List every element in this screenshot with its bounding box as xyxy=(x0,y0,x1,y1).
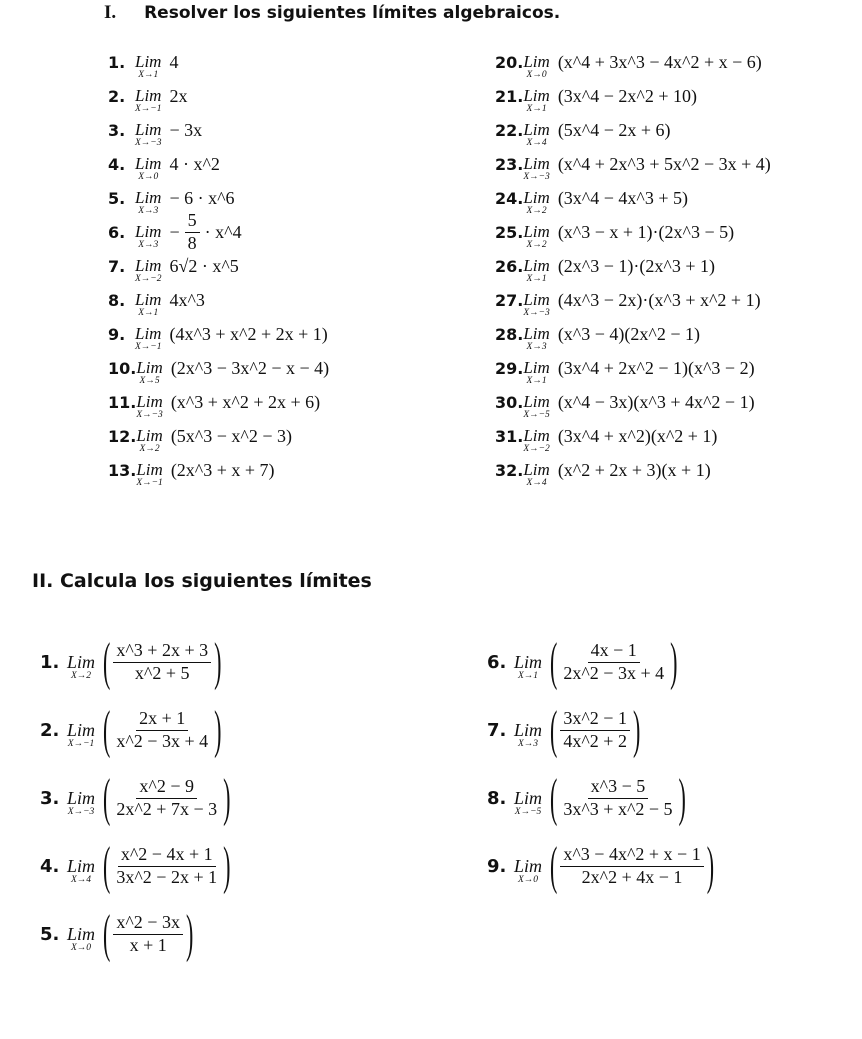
limit-operator xyxy=(523,393,549,421)
limit-expression xyxy=(558,290,761,311)
exercise-number: 28. xyxy=(495,324,524,344)
limit-exercise xyxy=(108,351,329,385)
limit-approach: X→3 xyxy=(517,738,539,749)
limit-word: Lim xyxy=(135,52,162,72)
limit-operator xyxy=(135,87,161,115)
expression-text: (3x^4 + 2x^2 − 1)(x^3 − 2) xyxy=(557,357,755,378)
limit-word: Lim xyxy=(136,426,163,446)
right-paren: ) xyxy=(223,766,231,827)
limit-approach: X→1 xyxy=(526,104,547,115)
limit-exercise xyxy=(495,45,771,79)
exercise-number: 9. xyxy=(108,324,126,344)
limit-expression xyxy=(169,120,202,141)
limit-expression xyxy=(169,290,204,311)
fraction-numerator: x^2 − 9 xyxy=(136,777,197,799)
fraction-denominator: 2x^2 − 3x + 4 xyxy=(563,662,665,683)
expression-prefix: − xyxy=(169,221,180,242)
limit-exercise xyxy=(40,628,230,696)
limit-operator xyxy=(523,257,549,285)
right-paren: ) xyxy=(678,766,686,827)
limit-expression xyxy=(558,86,697,107)
fraction-denominator: 3x^3 + x^2 − 5 xyxy=(563,798,673,819)
limit-operator xyxy=(514,857,542,886)
limit-exercise xyxy=(108,283,329,317)
limit-approach: X→2 xyxy=(70,670,92,681)
limit-approach: X→1 xyxy=(526,376,547,387)
limit-word: Lim xyxy=(523,324,550,344)
limit-exercise xyxy=(108,453,329,487)
exercise-number: 3. xyxy=(40,787,60,809)
limit-expression xyxy=(558,222,734,243)
section-2-left-column xyxy=(40,628,230,968)
limit-word: Lim xyxy=(514,787,543,808)
limit-exercise xyxy=(108,79,329,113)
limit-exercise xyxy=(495,79,771,113)
expression-text: (3x^4 − 2x^2 + 10) xyxy=(557,85,697,106)
limit-exercise xyxy=(108,209,329,253)
limit-word: Lim xyxy=(67,651,96,672)
limit-expression xyxy=(550,630,678,691)
limit-expression xyxy=(558,426,718,447)
expression-text: 4 xyxy=(169,51,179,72)
limit-word: Lim xyxy=(136,358,163,378)
limit-approach: X→2 xyxy=(526,240,547,251)
limit-expression xyxy=(558,256,715,277)
exercise-number: 3. xyxy=(108,120,126,140)
limit-operator xyxy=(514,721,542,750)
exercise-number: 8. xyxy=(108,290,126,310)
left-paren: ( xyxy=(550,630,558,691)
fraction-numerator: 3x^2 − 1 xyxy=(560,709,630,731)
limit-expression xyxy=(550,698,641,759)
limit-word: Lim xyxy=(523,358,550,378)
left-paren: ( xyxy=(103,766,111,827)
fraction xyxy=(113,641,211,684)
limit-approach: X→0 xyxy=(526,70,547,81)
limit-operator xyxy=(523,155,549,183)
fraction-numerator: x^3 − 5 xyxy=(588,777,649,799)
expression-text: (2x^3 + x + 7) xyxy=(170,459,275,480)
limit-exercise xyxy=(40,900,230,968)
limit-expression xyxy=(169,324,327,345)
limit-exercise xyxy=(495,317,771,351)
limit-exercise xyxy=(40,764,230,832)
expression-text: (3x^4 − 4x^3 + 5) xyxy=(557,187,688,208)
limit-operator xyxy=(523,359,549,387)
right-paren: ) xyxy=(214,630,222,691)
limit-word: Lim xyxy=(136,460,163,480)
limit-approach: X→2 xyxy=(139,444,160,455)
limit-word: Lim xyxy=(514,719,543,740)
right-paren: ) xyxy=(223,834,231,895)
exercise-number: 20. xyxy=(495,52,524,72)
exercise-number: 7. xyxy=(487,719,507,741)
expression-text: (x^2 + 2x + 3)(x + 1) xyxy=(557,459,711,480)
limit-expression xyxy=(558,460,711,481)
limit-exercise xyxy=(495,147,771,181)
limit-word: Lim xyxy=(523,222,550,242)
limit-word: Lim xyxy=(135,188,162,208)
limit-operator xyxy=(135,53,161,81)
limit-exercise xyxy=(495,215,771,249)
exercise-number: 13. xyxy=(108,460,137,480)
limit-approach: X→3 xyxy=(138,240,159,251)
left-paren: ( xyxy=(550,698,558,759)
limit-approach: X→3 xyxy=(526,342,547,353)
limit-expression xyxy=(558,52,762,73)
limit-word: Lim xyxy=(523,188,550,208)
limit-exercise xyxy=(108,249,329,283)
exercise-number: 12. xyxy=(108,426,137,446)
limit-word: Lim xyxy=(523,426,550,446)
limit-exercise xyxy=(40,696,230,764)
limit-word: Lim xyxy=(523,256,550,276)
limit-expression xyxy=(558,324,700,345)
fraction-denominator: x + 1 xyxy=(129,934,167,955)
exercise-number: 11. xyxy=(108,392,137,412)
limit-word: Lim xyxy=(136,392,163,412)
limit-approach: X→−1 xyxy=(67,738,95,749)
limit-approach: X→0 xyxy=(517,874,539,885)
limit-expression xyxy=(103,902,194,963)
exercise-number: 6. xyxy=(108,222,126,242)
limit-exercise xyxy=(495,385,771,419)
limit-word: Lim xyxy=(67,719,96,740)
exercise-number: 4. xyxy=(108,154,126,174)
left-paren: ( xyxy=(103,698,111,759)
exercise-number: 25. xyxy=(495,222,524,242)
limit-approach: X→−3 xyxy=(135,138,162,149)
limit-exercise xyxy=(495,351,771,385)
exercise-number: 5. xyxy=(108,188,126,208)
section-1-heading xyxy=(104,2,560,24)
limit-exercise xyxy=(108,317,329,351)
limit-approach: X→−3 xyxy=(67,806,95,817)
exercise-number: 32. xyxy=(495,460,524,480)
limit-operator xyxy=(135,325,161,353)
limit-word: Lim xyxy=(135,154,162,174)
left-paren: ( xyxy=(550,766,558,827)
limit-operator xyxy=(135,189,161,217)
fraction xyxy=(560,845,703,888)
limit-operator xyxy=(67,653,95,682)
section-2-right-column xyxy=(487,628,714,900)
limit-approach: X→−2 xyxy=(523,444,550,455)
limit-operator xyxy=(136,461,162,489)
limit-operator xyxy=(136,393,162,421)
exercise-number: 22. xyxy=(495,120,524,140)
limit-expression xyxy=(550,766,686,827)
limit-approach: X→4 xyxy=(70,874,92,885)
limit-expression xyxy=(169,86,187,107)
exercise-number: 9. xyxy=(487,855,507,877)
limit-approach: X→−5 xyxy=(514,806,542,817)
limit-operator xyxy=(67,721,95,750)
exercise-number: 5. xyxy=(40,923,60,945)
limit-operator xyxy=(523,121,549,149)
limit-word: Lim xyxy=(135,324,162,344)
limit-operator xyxy=(135,155,161,183)
limit-operator xyxy=(523,427,549,455)
expression-text: − 6 · x^6 xyxy=(169,187,235,208)
limit-exercise xyxy=(495,113,771,147)
limit-exercise xyxy=(108,419,329,453)
exercise-number: 6. xyxy=(487,651,507,673)
exercise-number: 2. xyxy=(40,719,60,741)
limit-word: Lim xyxy=(135,120,162,140)
exercise-number: 1. xyxy=(108,52,126,72)
limit-approach: X→−2 xyxy=(135,274,162,285)
exercise-number: 26. xyxy=(495,256,524,276)
limit-expression xyxy=(103,630,222,691)
fraction xyxy=(113,777,220,820)
fraction-numerator: 5 xyxy=(185,211,200,233)
limit-approach: X→4 xyxy=(526,138,547,149)
exercise-number: 1. xyxy=(40,651,60,673)
limit-operator xyxy=(135,257,161,285)
limit-approach: X→−3 xyxy=(136,410,163,421)
fraction xyxy=(560,641,667,684)
exercise-number: 23. xyxy=(495,154,524,174)
limit-operator xyxy=(523,461,549,489)
limit-approach: X→−5 xyxy=(523,410,550,421)
exercise-number: 27. xyxy=(495,290,524,310)
left-paren: ( xyxy=(550,834,558,895)
limit-operator xyxy=(136,427,162,455)
section-1-numeral: I. xyxy=(104,2,117,23)
fraction-denominator: x^2 − 3x + 4 xyxy=(116,730,209,751)
expression-text: 4x^3 xyxy=(169,289,205,310)
limit-approach: X→5 xyxy=(139,376,160,387)
limit-expression xyxy=(103,766,231,827)
limit-expression xyxy=(558,392,755,413)
expression-text: (5x^3 − x^2 − 3) xyxy=(170,425,292,446)
limit-exercise xyxy=(487,764,714,832)
expression-text: (x^3 − 4)(2x^2 − 1) xyxy=(557,323,700,344)
limit-operator xyxy=(135,121,161,149)
limit-expression xyxy=(169,154,219,175)
fraction-numerator: x^2 − 4x + 1 xyxy=(118,845,216,867)
fraction xyxy=(560,777,675,820)
right-paren: ) xyxy=(185,902,194,963)
fraction-denominator: 2x^2 + 4x − 1 xyxy=(581,866,683,887)
limit-word: Lim xyxy=(523,120,550,140)
limit-expression xyxy=(171,460,275,481)
limit-approach: X→−1 xyxy=(135,104,162,115)
exercise-number: 29. xyxy=(495,358,524,378)
fraction-numerator: x^3 − 4x^2 + x − 1 xyxy=(560,845,703,867)
fraction xyxy=(113,845,220,888)
expression-text: 2x xyxy=(169,85,188,106)
exercise-number: 21. xyxy=(495,86,524,106)
limit-exercise xyxy=(487,696,714,764)
limit-expression xyxy=(171,358,329,379)
limit-operator xyxy=(67,857,95,886)
limit-word: Lim xyxy=(135,222,162,242)
limit-expression xyxy=(103,834,231,895)
expression-text: (x^3 + x^2 + 2x + 6) xyxy=(170,391,321,412)
fraction xyxy=(113,913,183,956)
limit-expression xyxy=(558,358,755,379)
limit-expression xyxy=(169,211,241,254)
fraction-denominator: 2x^2 + 7x − 3 xyxy=(116,798,218,819)
limit-operator xyxy=(523,189,549,217)
limit-operator xyxy=(136,359,162,387)
fraction-denominator: 3x^2 − 2x + 1 xyxy=(116,866,218,887)
fraction-denominator: 4x^2 + 2 xyxy=(563,730,627,751)
limit-approach: X→1 xyxy=(138,308,159,319)
limit-exercise xyxy=(487,832,714,900)
limit-word: Lim xyxy=(135,256,162,276)
limit-word: Lim xyxy=(523,154,550,174)
right-paren: ) xyxy=(706,834,715,895)
limit-approach: X→0 xyxy=(70,942,92,953)
limit-expression xyxy=(169,188,234,209)
limit-expression xyxy=(169,52,178,73)
exercise-number: 31. xyxy=(495,426,524,446)
limit-expression xyxy=(558,188,688,209)
section-1-left-column xyxy=(108,45,329,487)
limit-operator xyxy=(135,291,161,319)
section-1-right-column xyxy=(495,45,771,487)
fraction xyxy=(185,211,200,254)
left-paren: ( xyxy=(103,630,111,691)
expression-text: (4x^3 − 2x)·(x^3 + x^2 + 1) xyxy=(557,289,761,310)
expression-text: 4 · x^2 xyxy=(169,153,220,174)
limit-approach: X→1 xyxy=(138,70,159,81)
expression-text: (x^4 + 2x^3 + 5x^2 − 3x + 4) xyxy=(557,153,771,174)
expression-text: (x^4 + 3x^3 − 4x^2 + x − 6) xyxy=(557,51,762,72)
right-paren: ) xyxy=(214,698,222,759)
limit-expression xyxy=(171,392,320,413)
fraction-denominator: x^2 + 5 xyxy=(134,662,190,683)
fraction-numerator: 4x − 1 xyxy=(588,641,640,663)
section-2-title: II. Calcula los siguientes límites xyxy=(32,570,372,592)
limit-exercise xyxy=(108,113,329,147)
limit-operator xyxy=(135,223,161,251)
limit-approach: X→−3 xyxy=(523,308,550,319)
limit-word: Lim xyxy=(523,290,550,310)
expression-suffix: · x^4 xyxy=(204,221,242,242)
limit-exercise xyxy=(108,385,329,419)
fraction xyxy=(560,709,630,752)
limit-operator xyxy=(67,925,95,954)
limit-word: Lim xyxy=(135,86,162,106)
limit-approach: X→2 xyxy=(526,206,547,217)
exercise-number: 10. xyxy=(108,358,137,378)
limit-exercise xyxy=(495,453,771,487)
right-paren: ) xyxy=(632,698,641,759)
expression-text: (2x^3 − 1)·(2x^3 + 1) xyxy=(557,255,715,276)
limit-word: Lim xyxy=(514,855,543,876)
limit-approach: X→−1 xyxy=(136,478,163,489)
limit-word: Lim xyxy=(514,651,543,672)
section-1-title: Resolver los siguientes límites algebraicos. xyxy=(144,3,561,23)
limit-exercise xyxy=(495,249,771,283)
exercise-number: 2. xyxy=(108,86,126,106)
limit-approach: X→0 xyxy=(138,172,159,183)
expression-text: − 3x xyxy=(169,119,203,140)
limit-approach: X→1 xyxy=(517,670,539,681)
right-paren: ) xyxy=(670,630,678,691)
limit-word: Lim xyxy=(67,923,96,944)
limit-expression xyxy=(558,120,671,141)
fraction-numerator: x^3 + 2x + 3 xyxy=(113,641,211,663)
limit-operator xyxy=(67,789,95,818)
fraction-denominator: 8 xyxy=(187,232,197,253)
exercise-number: 4. xyxy=(40,855,60,877)
limit-approach: X→1 xyxy=(526,274,547,285)
limit-exercise xyxy=(108,45,329,79)
expression-text: (3x^4 + x^2)(x^2 + 1) xyxy=(557,425,718,446)
limit-operator xyxy=(523,223,549,251)
limit-exercise xyxy=(108,147,329,181)
limit-operator xyxy=(523,291,549,319)
fraction xyxy=(113,709,211,752)
expression-text: (x^4 − 3x)(x^3 + 4x^2 − 1) xyxy=(557,391,755,412)
limit-word: Lim xyxy=(135,290,162,310)
limit-exercise xyxy=(495,419,771,453)
limit-operator xyxy=(514,653,542,682)
expression-text: (4x^3 + x^2 + 2x + 1) xyxy=(169,323,328,344)
limit-expression xyxy=(171,426,292,447)
exercise-number: 8. xyxy=(487,787,507,809)
expression-text: (x^3 − x + 1)·(2x^3 − 5) xyxy=(557,221,735,242)
exercise-number: 7. xyxy=(108,256,126,276)
fraction-numerator: x^2 − 3x xyxy=(113,913,183,935)
limit-expression xyxy=(169,256,238,277)
limit-expression xyxy=(550,834,715,895)
limit-word: Lim xyxy=(523,392,550,412)
limit-approach: X→−1 xyxy=(135,342,162,353)
limit-operator xyxy=(514,789,542,818)
limit-word: Lim xyxy=(523,52,550,72)
limit-exercise xyxy=(495,283,771,317)
expression-text: (2x^3 − 3x^2 − x − 4) xyxy=(170,357,330,378)
limit-expression xyxy=(558,154,771,175)
limit-approach: X→4 xyxy=(526,478,547,489)
limit-approach: X→3 xyxy=(138,206,159,217)
limit-exercise xyxy=(495,181,771,215)
limit-exercise xyxy=(40,832,230,900)
limit-operator xyxy=(523,87,549,115)
limit-word: Lim xyxy=(523,86,550,106)
expression-text: 6√2 · x^5 xyxy=(169,255,239,276)
left-paren: ( xyxy=(103,902,111,963)
limit-word: Lim xyxy=(67,855,96,876)
exercise-number: 30. xyxy=(495,392,524,412)
limit-word: Lim xyxy=(523,460,550,480)
limit-operator xyxy=(523,53,549,81)
limit-operator xyxy=(523,325,549,353)
limit-word: Lim xyxy=(67,787,96,808)
limit-approach: X→−3 xyxy=(523,172,550,183)
fraction-numerator: 2x + 1 xyxy=(136,709,188,731)
exercise-number: 24. xyxy=(495,188,524,208)
limit-expression xyxy=(103,698,222,759)
expression-text: (5x^4 − 2x + 6) xyxy=(557,119,671,140)
left-paren: ( xyxy=(103,834,111,895)
limit-exercise xyxy=(487,628,714,696)
